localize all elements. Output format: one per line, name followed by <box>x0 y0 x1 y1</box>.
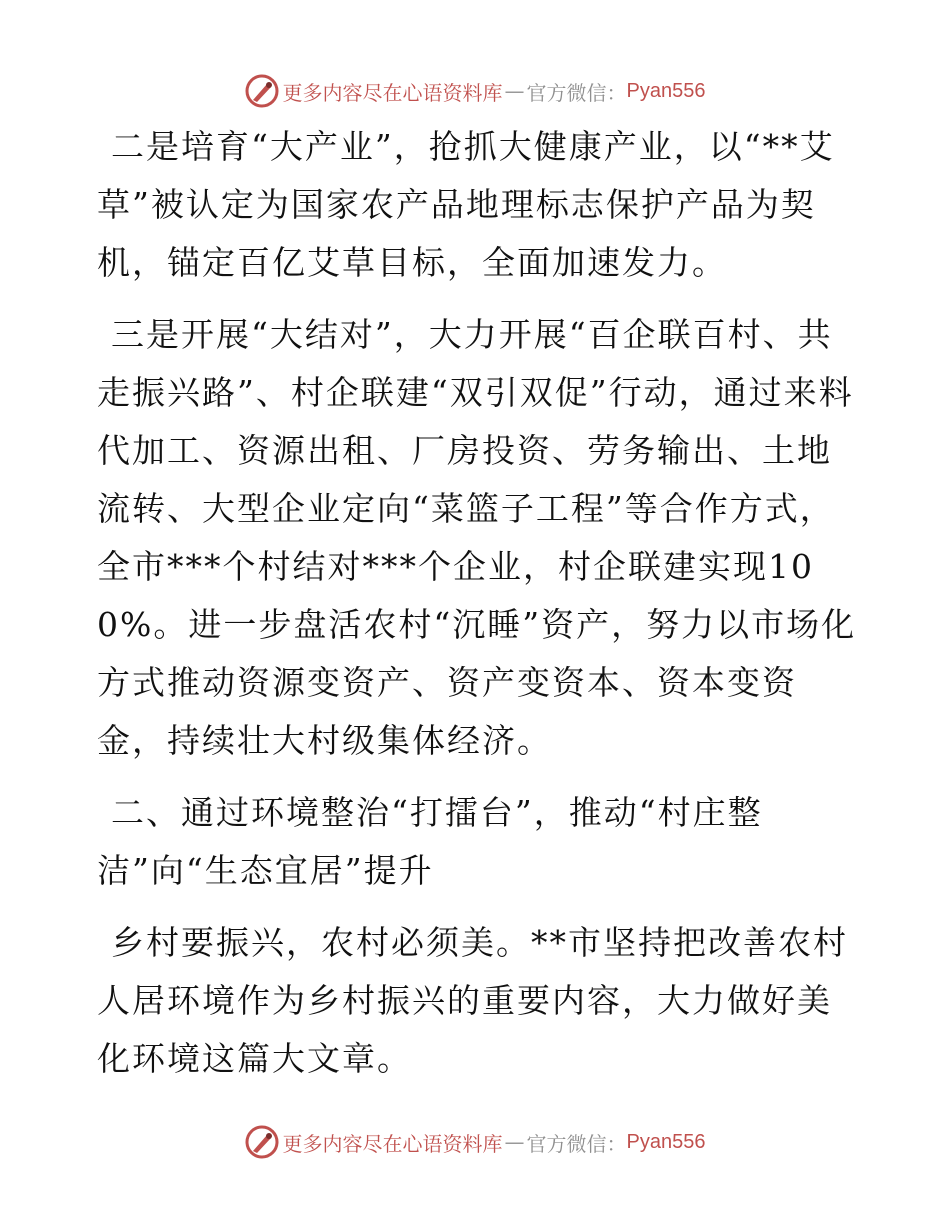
watermark-separator: — <box>504 79 525 103</box>
paragraph-environment: 乡村要振兴，农村必须美。**市坚持把改善农村人居环境作为乡村振兴的重要内容，大力做好美化环境这篇大文章。 <box>97 923 848 1078</box>
document-body <box>97 118 857 1102</box>
paragraph-industry: 二是培育“大产业”，抢抓大健康产业，以“**艾草”被认定为国家农产品地理标志保护产品为契机，锚定百亿艾草目标，全面加速发力。 <box>97 127 835 282</box>
watermark-separator: — <box>504 1130 525 1154</box>
paragraph-pairing: 三是开展“大结对”，大力开展“百企联百村、共走振兴路”、村企联建“双引双促”行动，通过来料代加工、资源出租、厂房投资、劳务输出、土地流转、大型企业定向“菜篮子工程”等合作方式，全市***个村结对***个企业，村企联建实现100%。进一步盘活农村“沉睡”资产，努力以市场化方式推动资源变资产、资产变资本、资本变资金，持续壮大村级集体经济。 <box>97 315 857 760</box>
watermark-wechat-id: Pyan556 <box>626 79 706 102</box>
header-watermark <box>0 71 950 111</box>
watermark-wechat-id: Pyan556 <box>626 1130 706 1153</box>
watermark-brand: 更多内容尽在心语资料库 <box>282 80 503 105</box>
watermark-wechat-label: 官方微信： <box>526 80 627 105</box>
brand-logo-icon <box>245 74 279 108</box>
section-heading: 二、通过环境整治“打擂台”，推动“村庄整洁”向“生态宜居”提升 <box>97 793 763 890</box>
watermark-brand: 更多内容尽在心语资料库 <box>282 1131 503 1156</box>
footer-watermark <box>0 1122 950 1162</box>
watermark-wechat-label: 官方微信： <box>526 1131 627 1156</box>
brand-logo-icon <box>245 1125 279 1159</box>
